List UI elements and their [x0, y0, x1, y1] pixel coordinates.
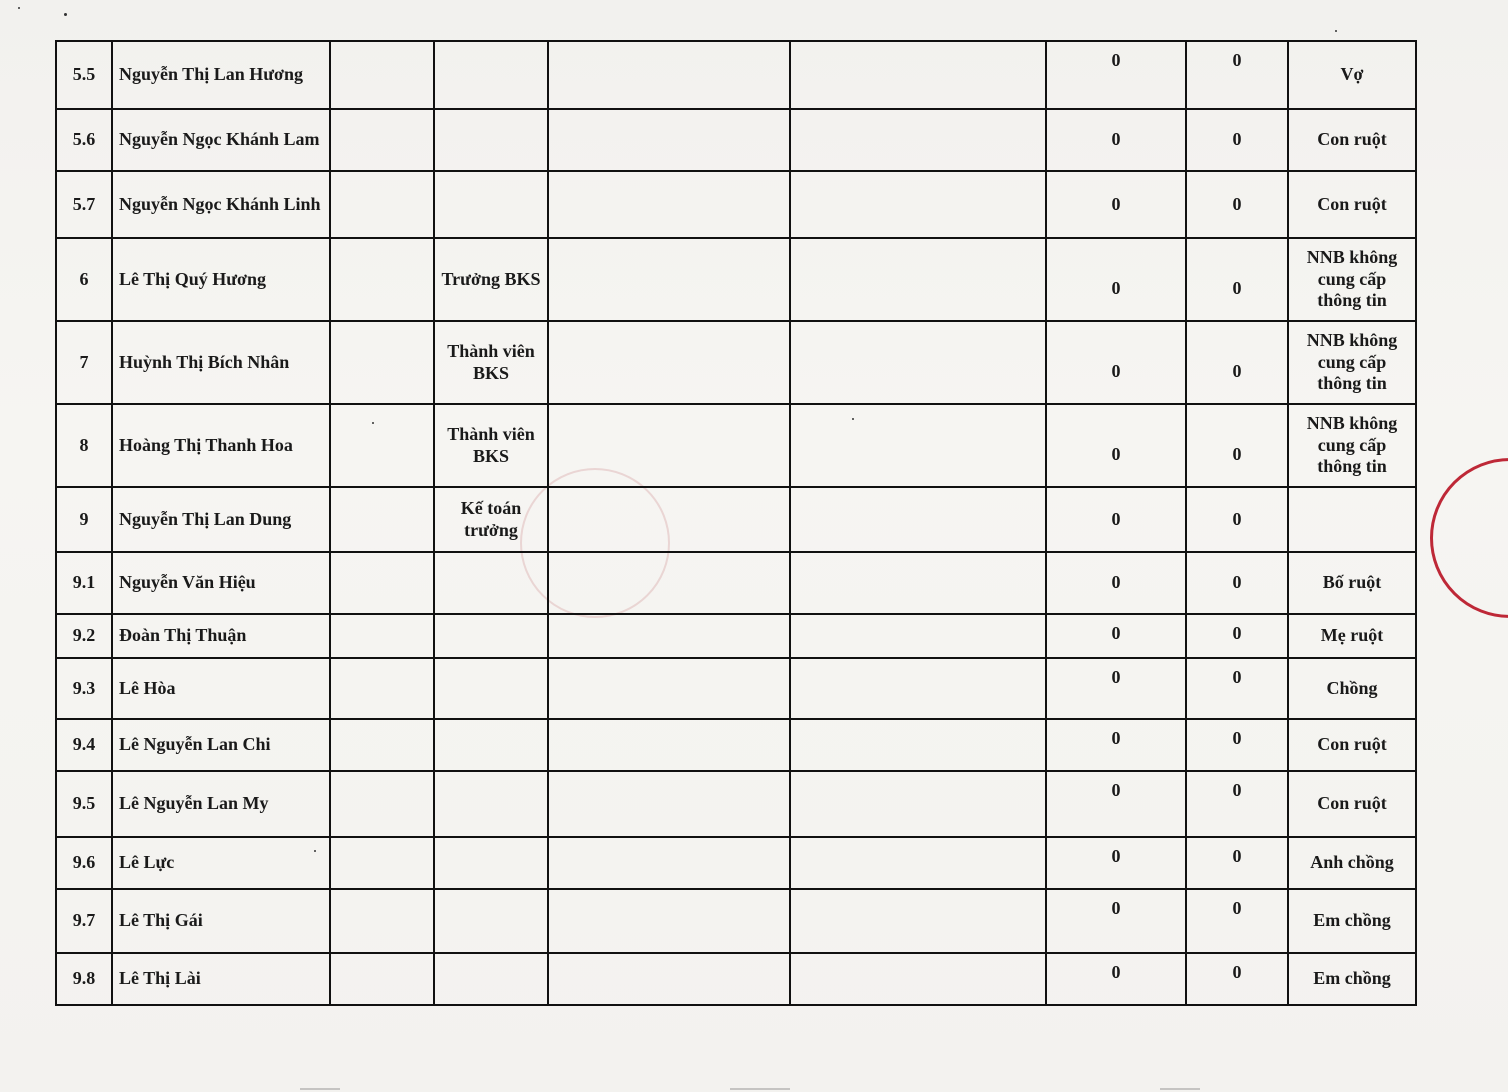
value-cell-2: 0	[1186, 171, 1288, 238]
empty-cell	[330, 771, 434, 837]
relation-cell: Mẹ ruột	[1288, 614, 1416, 658]
relation-cell: Con ruột	[1288, 109, 1416, 171]
position-cell	[434, 837, 548, 889]
row-number: 9	[56, 487, 112, 552]
table-row	[56, 719, 1416, 771]
relation-cell	[1288, 487, 1416, 552]
empty-cell	[790, 953, 1046, 1005]
person-name: Nguyễn Ngọc Khánh Lam	[112, 109, 330, 171]
position-cell	[434, 953, 548, 1005]
empty-cell	[548, 771, 790, 837]
value-cell-2: 0	[1186, 614, 1288, 658]
empty-cell	[790, 771, 1046, 837]
value-cell-2: 0	[1186, 238, 1288, 321]
empty-cell	[330, 552, 434, 614]
person-name: Lê Nguyễn Lan Chi	[112, 719, 330, 771]
value-cell-1: 0	[1046, 771, 1186, 837]
row-number: 7	[56, 321, 112, 404]
bottom-edge-mark	[300, 1088, 340, 1090]
empty-cell	[790, 614, 1046, 658]
table-row	[56, 889, 1416, 953]
empty-cell	[790, 321, 1046, 404]
row-number: 9.4	[56, 719, 112, 771]
value-cell-1: 0	[1046, 837, 1186, 889]
empty-cell	[548, 719, 790, 771]
empty-cell	[330, 109, 434, 171]
empty-cell	[790, 41, 1046, 109]
value-cell-2: 0	[1186, 837, 1288, 889]
person-name: Lê Thị Quý Hương	[112, 238, 330, 321]
empty-cell	[548, 238, 790, 321]
row-number: 5.7	[56, 171, 112, 238]
position-cell	[434, 552, 548, 614]
person-name: Lê Hòa	[112, 658, 330, 719]
red-seal-stamp	[1430, 458, 1508, 618]
speck	[64, 13, 67, 16]
position-cell	[434, 889, 548, 953]
value-cell-1: 0	[1046, 614, 1186, 658]
relation-cell: Chồng	[1288, 658, 1416, 719]
position-cell	[434, 41, 548, 109]
value-cell-2: 0	[1186, 658, 1288, 719]
table-row	[56, 487, 1416, 552]
empty-cell	[330, 41, 434, 109]
table-row	[56, 771, 1416, 837]
value-cell-1: 0	[1046, 889, 1186, 953]
empty-cell	[548, 41, 790, 109]
empty-cell	[790, 171, 1046, 238]
relation-cell: Em chồng	[1288, 889, 1416, 953]
empty-cell	[330, 171, 434, 238]
value-cell-1: 0	[1046, 658, 1186, 719]
empty-cell	[548, 953, 790, 1005]
row-number: 9.2	[56, 614, 112, 658]
empty-cell	[548, 889, 790, 953]
value-cell-1: 0	[1046, 171, 1186, 238]
value-cell-2: 0	[1186, 109, 1288, 171]
position-cell	[434, 171, 548, 238]
bottom-edge-mark	[730, 1088, 790, 1090]
person-name: Lê Thị Gái	[112, 889, 330, 953]
row-number: 5.6	[56, 109, 112, 171]
relation-cell: Con ruột	[1288, 719, 1416, 771]
position-cell	[434, 614, 548, 658]
empty-cell	[548, 837, 790, 889]
empty-cell	[548, 404, 790, 487]
row-number: 6	[56, 238, 112, 321]
value-cell-2: 0	[1186, 552, 1288, 614]
position-cell: Thành viên BKS	[434, 404, 548, 487]
relation-cell: Em chồng	[1288, 953, 1416, 1005]
relation-cell: Con ruột	[1288, 771, 1416, 837]
value-cell-1: 0	[1046, 404, 1186, 487]
person-name: Nguyễn Văn Hiệu	[112, 552, 330, 614]
empty-cell	[790, 487, 1046, 552]
position-cell	[434, 658, 548, 719]
empty-cell	[330, 837, 434, 889]
position-cell: Kế toán trưởng	[434, 487, 548, 552]
value-cell-2: 0	[1186, 487, 1288, 552]
relation-cell: NNB không cung cấp thông tin	[1288, 321, 1416, 404]
value-cell-1: 0	[1046, 719, 1186, 771]
row-number: 9.6	[56, 837, 112, 889]
person-name: Nguyễn Thị Lan Hương	[112, 41, 330, 109]
table-row	[56, 41, 1416, 109]
person-name: Đoàn Thị Thuận	[112, 614, 330, 658]
position-cell	[434, 771, 548, 837]
empty-cell	[790, 552, 1046, 614]
row-number: 9.5	[56, 771, 112, 837]
empty-cell	[548, 171, 790, 238]
position-cell	[434, 109, 548, 171]
empty-cell	[330, 487, 434, 552]
empty-cell	[790, 889, 1046, 953]
table-row	[56, 109, 1416, 171]
table-row	[56, 837, 1416, 889]
value-cell-1: 0	[1046, 552, 1186, 614]
row-number: 5.5	[56, 41, 112, 109]
row-number: 9.3	[56, 658, 112, 719]
table-row	[56, 953, 1416, 1005]
row-number: 8	[56, 404, 112, 487]
empty-cell	[330, 238, 434, 321]
table-row	[56, 171, 1416, 238]
relation-cell: Vợ	[1288, 41, 1416, 109]
value-cell-2: 0	[1186, 771, 1288, 837]
empty-cell	[548, 552, 790, 614]
value-cell-1: 0	[1046, 238, 1186, 321]
value-cell-1: 0	[1046, 953, 1186, 1005]
empty-cell	[330, 404, 434, 487]
relation-cell: Bố ruột	[1288, 552, 1416, 614]
relation-cell: NNB không cung cấp thông tin	[1288, 404, 1416, 487]
empty-cell	[330, 614, 434, 658]
empty-cell	[790, 238, 1046, 321]
empty-cell	[548, 614, 790, 658]
person-name: Nguyễn Thị Lan Dung	[112, 487, 330, 552]
value-cell-1: 0	[1046, 487, 1186, 552]
position-cell: Trưởng BKS	[434, 238, 548, 321]
value-cell-2: 0	[1186, 889, 1288, 953]
empty-cell	[330, 889, 434, 953]
person-name: Hoàng Thị Thanh Hoa	[112, 404, 330, 487]
person-name: Nguyễn Ngọc Khánh Linh	[112, 171, 330, 238]
empty-cell	[548, 487, 790, 552]
relation-cell: NNB không cung cấp thông tin	[1288, 238, 1416, 321]
table-row	[56, 658, 1416, 719]
value-cell-2: 0	[1186, 404, 1288, 487]
value-cell-2: 0	[1186, 953, 1288, 1005]
relation-cell: Anh chồng	[1288, 837, 1416, 889]
relation-cell: Con ruột	[1288, 171, 1416, 238]
table-row	[56, 552, 1416, 614]
speck	[18, 7, 20, 9]
person-name: Lê Lực	[112, 837, 330, 889]
value-cell-2: 0	[1186, 719, 1288, 771]
person-name: Lê Nguyễn Lan My	[112, 771, 330, 837]
row-number: 9.7	[56, 889, 112, 953]
table-row	[56, 321, 1416, 404]
position-cell	[434, 719, 548, 771]
value-cell-2: 0	[1186, 41, 1288, 109]
row-number: 9.8	[56, 953, 112, 1005]
value-cell-1: 0	[1046, 109, 1186, 171]
empty-cell	[548, 321, 790, 404]
bottom-edge-mark	[1160, 1088, 1200, 1090]
empty-cell	[330, 953, 434, 1005]
table-row	[56, 238, 1416, 321]
empty-cell	[330, 321, 434, 404]
empty-cell	[790, 109, 1046, 171]
table-row	[56, 614, 1416, 658]
person-name: Huỳnh Thị Bích Nhân	[112, 321, 330, 404]
empty-cell	[548, 109, 790, 171]
disclosure-table	[55, 40, 1417, 1006]
empty-cell	[790, 658, 1046, 719]
value-cell-1: 0	[1046, 321, 1186, 404]
empty-cell	[790, 719, 1046, 771]
empty-cell	[330, 719, 434, 771]
position-cell: Thành viên BKS	[434, 321, 548, 404]
empty-cell	[790, 837, 1046, 889]
speck	[1335, 30, 1337, 32]
empty-cell	[330, 658, 434, 719]
value-cell-1: 0	[1046, 41, 1186, 109]
table-body	[56, 41, 1416, 1005]
empty-cell	[548, 658, 790, 719]
value-cell-2: 0	[1186, 321, 1288, 404]
empty-cell	[790, 404, 1046, 487]
person-name: Lê Thị Lài	[112, 953, 330, 1005]
table-row	[56, 404, 1416, 487]
row-number: 9.1	[56, 552, 112, 614]
